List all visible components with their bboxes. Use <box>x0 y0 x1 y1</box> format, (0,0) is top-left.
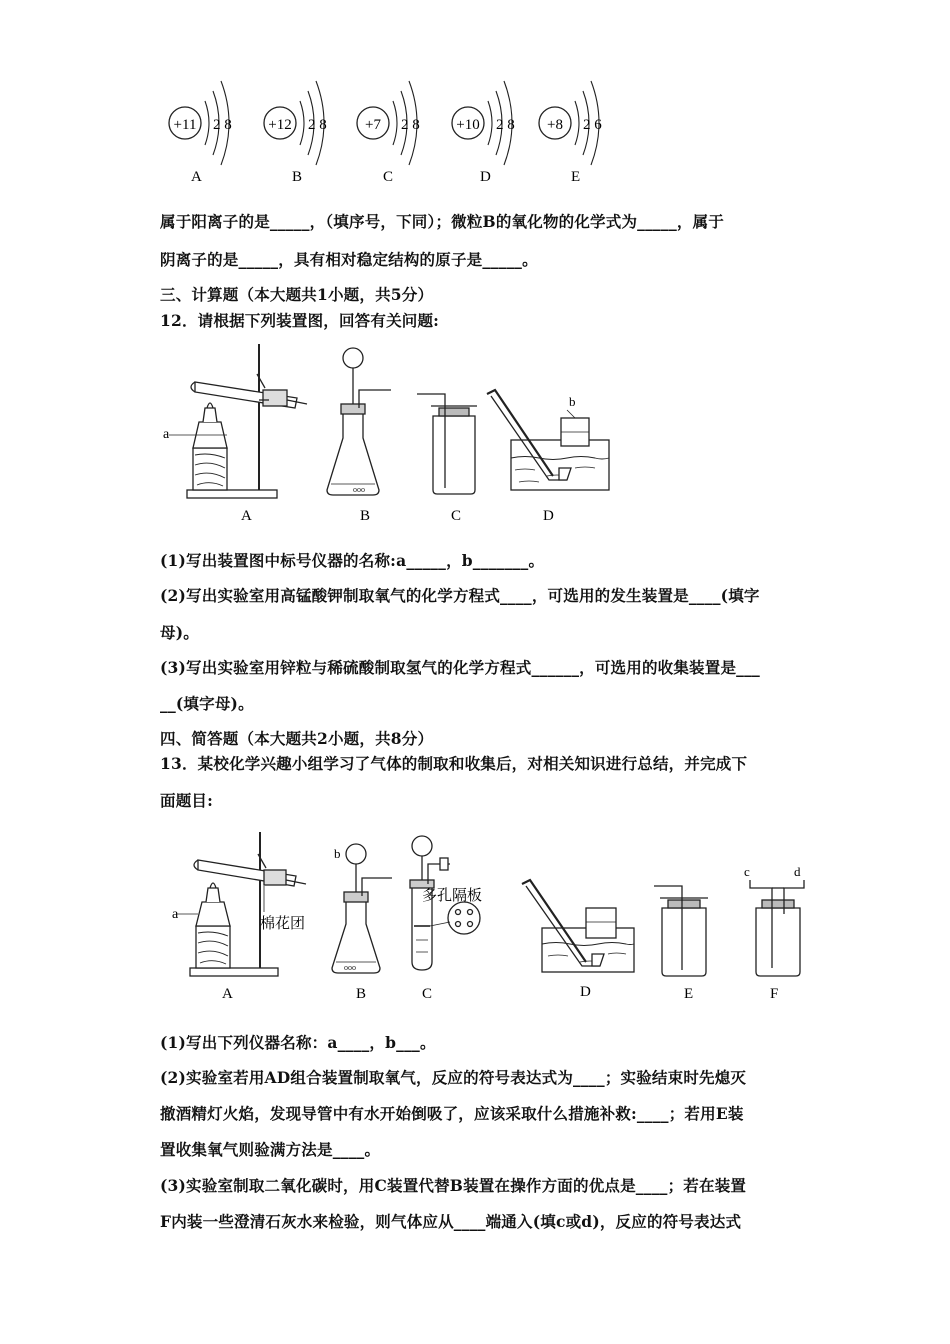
caption-B: B <box>360 508 371 524</box>
shell-electrons: 2 8 <box>213 117 232 133</box>
atom-A <box>169 81 232 185</box>
svg-text:ооо: ооо <box>344 963 356 972</box>
apparatus-E <box>654 886 708 976</box>
q12-part-2-line-2: 母)。 <box>160 623 199 642</box>
label-a: a <box>163 427 170 442</box>
q11-line-1: 属于阳离子的是_____，（填序号，下同）；微粒B的氧化物的化学式为_____，属于 <box>160 212 725 231</box>
caption-F: F <box>770 986 779 1002</box>
q12-stem: 12．请根据下列装置图，回答有关问题: <box>160 311 440 330</box>
q13-part-2-line-2: 撤酒精灯火焰，发现导管中有水开始倒吸了，应该采取什么措施补救:____；若用E装 <box>160 1104 744 1123</box>
apparatus-B <box>327 348 391 495</box>
nucleus-label: +8 <box>547 117 563 133</box>
caption-D: D <box>580 984 591 1000</box>
apparatus-A <box>176 832 306 976</box>
shell-electrons: 2 8 <box>401 117 420 133</box>
q13-stem-line-1: 13．某校化学兴趣小组学习了气体的制取和收集后，对相关知识进行总结，并完成下 <box>160 754 748 773</box>
apparatus-D <box>487 390 609 490</box>
caption-A: A <box>241 508 252 524</box>
apparatus-B <box>332 844 392 973</box>
section-4-title: 四、简答题（本大题共2小题，共8分） <box>160 729 434 748</box>
apparatus-D <box>522 880 634 972</box>
q13-part-2-line-1: (2)实验室若用AD组合装置制取氧气，反应的符号表达式为____；实验结束时先熄灭 <box>160 1068 747 1087</box>
svg-text:ооо: ооо <box>353 485 365 494</box>
atom-letter: C <box>383 169 394 185</box>
nucleus-label: +7 <box>365 117 381 133</box>
atom-letter: E <box>571 169 581 185</box>
nucleus-label: +12 <box>268 117 292 133</box>
label-porous-plate: 多孔隔板 <box>422 888 483 904</box>
atom-diagrams-svg <box>155 75 635 190</box>
nucleus-label: +10 <box>456 117 480 133</box>
q11-line-2: 阴离子的是_____，具有相对稳定结构的原子是_____。 <box>160 250 538 269</box>
q13-part-2-line-3: 置收集氧气则验满方法是____。 <box>160 1140 381 1159</box>
atom-letter: A <box>191 169 202 185</box>
atom-B <box>264 81 327 185</box>
shell-electrons: 2 6 <box>583 117 602 133</box>
label-d: d <box>794 864 801 879</box>
atom-diagrams <box>155 75 635 190</box>
q12-part-2-line-1: (2)写出实验室用高锰酸钾制取氧气的化学方程式____，可选用的发生装置是____(填字 <box>160 586 760 605</box>
atom-letter: D <box>480 169 491 185</box>
q12-part-1: (1)写出装置图中标号仪器的名称:a_____，b_______。 <box>160 551 545 570</box>
atom-E <box>539 81 602 185</box>
nucleus-label: +11 <box>173 117 197 133</box>
label-a: a <box>172 907 179 922</box>
q13-part-3-line-2: F内装一些澄清石灰水来检验，则气体应从____端通入(填c或d)，反应的符号表达式 <box>160 1212 742 1231</box>
label-cotton: 棉花团 <box>260 916 306 932</box>
atom-D <box>452 81 515 185</box>
shell-electrons: 2 8 <box>308 117 327 133</box>
q12-part-3-line-1: (3)写出实验室用锌粒与稀硫酸制取氢气的化学方程式______，可选用的收集装置是___ <box>160 658 761 677</box>
caption-B: B <box>356 986 367 1002</box>
apparatus-A <box>169 344 307 498</box>
caption-C: C <box>422 986 433 1002</box>
label-b: b <box>569 394 576 409</box>
apparatus-C <box>417 394 477 494</box>
q13-apparatus-figure <box>160 828 820 1008</box>
q12-apparatus-svg <box>155 340 625 530</box>
label-b: b <box>334 846 341 861</box>
q12-part-3-line-2: __(填字母)。 <box>160 694 254 713</box>
atom-C <box>357 81 420 185</box>
caption-A: A <box>222 986 233 1002</box>
q13-part-1: (1)写出下列仪器名称：a____，b___。 <box>160 1033 436 1052</box>
q12-apparatus-figure <box>155 340 625 530</box>
shell-electrons: 2 8 <box>496 117 515 133</box>
caption-C: C <box>451 508 462 524</box>
caption-E: E <box>684 986 694 1002</box>
section-3-title: 三、计算题（本大题共1小题，共5分） <box>160 285 434 304</box>
atom-letter: B <box>292 169 303 185</box>
q13-part-3-line-1: (3)实验室制取二氧化碳时，用C装置代替B装置在操作方面的优点是____；若在装置 <box>160 1176 747 1195</box>
label-c: c <box>744 864 750 879</box>
apparatus-F <box>750 880 804 976</box>
q13-apparatus-svg <box>160 828 820 1008</box>
q13-stem-line-2: 面题目: <box>160 791 214 810</box>
caption-D: D <box>543 508 554 524</box>
